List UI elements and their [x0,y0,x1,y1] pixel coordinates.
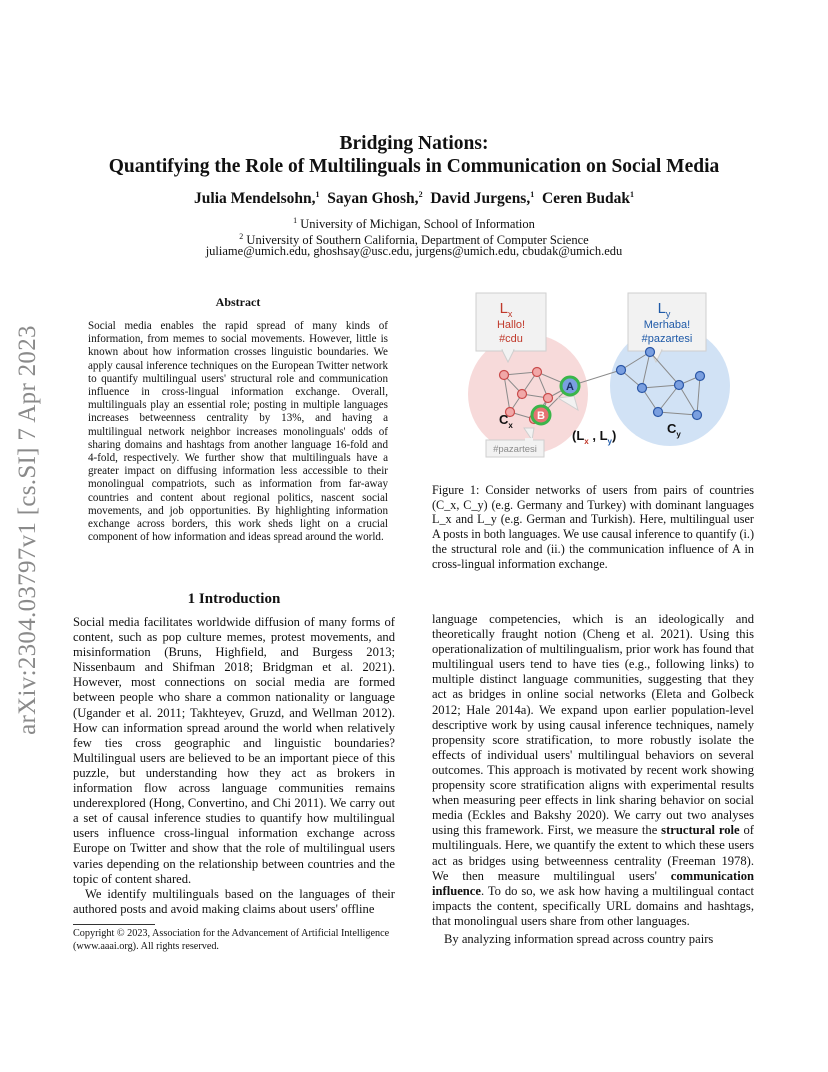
right-column-body [432,612,754,947]
intro-paragraph-continued [432,612,754,929]
footnote-rule [73,924,155,925]
arxiv-identifier: arXiv:2304.03797v1 [cs.SI] 7 Apr 2023 [14,325,41,735]
author-list [0,190,828,208]
ly-greeting: Merhaba! [643,319,691,331]
cx-label: $C_x$ [499,412,513,430]
paper-title-line1: Bridging Nations: [339,133,489,154]
body-text: . To do so, we ask how having a multilingual contact impacts the content, specifically URL domains and hashtags, that monolingual users share from other languages. [432,883,754,928]
svg-text:#pazartesi: #pazartesi [493,444,537,455]
lx-greeting: Hallo! [496,319,526,331]
author-affiliation-mark: 1 [530,190,535,199]
lx-label: $L_x$ [499,300,513,319]
author-affiliation-mark: 1 [629,190,634,199]
paper-title-line2: Quantifying the Role of Multilinguals in Communication on Social Media [108,156,720,177]
abstract-text: Social media enables the rapid spread of many kinds of information, from memes to social movements. However, little is known about how information crosses linguistic boundaries. We apply causal inference techniques on the European Twitter network to quantify multilingual users' structural role and communication influence in cross-lingual information exchange. Overall, multilinguals play an essential role; posting in multiple languages increases betweenness centrality by 13%, and having a multilingual network neighbor increases monolinguals' odds of sharing domains and hashtags from another language 16-fold and 4-fold, respectively. We further show that multilinguals have a greater impact on diffusing information less accessible to their monolingual compatriots, such as information from far-away countries and content about regional politics, nascent social movements, and job opportunities. By highlighting information exchange across borders, this work sheds light on a crucial component of how information and ideas spread around the world. [88,320,388,544]
author-name: David Jurgens, [430,190,531,208]
node-a-multilingual [561,377,579,395]
affiliation-number: 2 [239,232,244,241]
intro-paragraph-2: We identify multilinguals based on the languages of their authored posts and avoid making claims about users' offline [73,886,395,916]
ly-label: $L_y$ [657,300,671,319]
body-text: language competencies, which is an ideologically and theoretically fraught notion (Cheng et al. 2021). Using this operationalization of multilingualism, prior work has found that multilingual users tend to have ties (e.g., following links) to multiple distinct language communities, suggesting that they act as bridges in online social networks (Eleta and Golbeck 2012; Hale 2014a). We expand upon earlier population-level descriptive work by using causal inference techniques, namely propensity score stratification, to more robustly isolate the effects of individual users' multilingual behaviors on several outcomes. This approach is motivated by recent work showing propensity score stratification aligns with experimental results when measuring peer effects in link sharing behavior on social media (Eckles and Bakshy 2020). We carry out two analyses using this framework. First, we measure the [432,612,754,838]
author-affiliation-mark: 1 [315,190,320,199]
author-name: Ceren Budak [541,190,630,208]
author-affiliation-mark: 2 [418,190,423,199]
emphasis-structural-role: structural role [661,823,740,838]
affiliation-number: 1 [293,216,298,225]
figure-1-network-diagram [462,288,730,474]
emphasis-communication-influence: communication influence [432,868,754,898]
svg-text:B: B [537,410,545,422]
body-text: of multilinguals. Here, we quantify the extent to which these users act as bridges using betweenness centrality (Freeman 1978). We then measure multilingual users' [432,823,754,883]
ly-hashtag: #pazartesi [641,333,693,345]
abstract-heading: Abstract [215,295,261,309]
section-heading-introduction: 1 Introduction [187,591,281,607]
intro-paragraph-3: By analyzing information spread across country pairs [444,931,714,946]
intro-paragraph-1: Social media facilitates worldwide diffusion of many forms of content, such as pop culture memes, protest movements, and misinformation (Bruns, Highfield, and Burgess 2013; Nissenbaum and Shifman 2018; Bridgman et al. 2021). However, most connections on social media are formed between people who share a common nationality or language (Ugander et al. 2011; Takhteyev, Gruzd, and Wellman 2012). How can information spread around the world when relatively few ties cross geographic and linguistic boundaries? Multilingual users are believed to be an important piece of this puzzle, but understanding how they act as brokers in information flow across language communities remains underexplored (Hong, Convertino, and Chi 2011). We carry out a set of causal inference studies to quantify how multilingual users influence cross-lingual information exchange across Europe on Twitter and show that the role of multilingual users varies depending on the relationship between countries and the topic of content shared. [73,615,395,886]
left-column-body [73,615,395,917]
node-b [532,406,550,424]
author-name: Sayan Ghosh, [327,190,419,208]
svg-text:A: A [566,381,574,393]
arxiv-sidebar [8,300,48,760]
figure-caption-text: Figure 1: Consider networks of users from pairs of countries (C_x, C_y) (e.g. Germany and Turkey) with dominant languages L_x and L_y (e.g. German and Turkish). Here, multilingual user A posts in both languages. We use causal inference to quantify (i.) the structural role and (ii.) the communication influence of A in cross-lingual information exchange. [432,483,755,571]
cy-label: $C_y$ [667,421,681,439]
affiliation-text: University of Michigan, School of Information [297,217,535,232]
author-emails: juliame@umich.edu, ghoshsay@usc.edu, jurgens@umich.edu, cbudak@umich.edu [205,244,623,258]
affiliation-text: University of Southern California, Department of Computer Science [243,233,589,248]
figure-1-caption [432,483,754,571]
copyright-footnote: Copyright © 2023, Association for the Advancement of Artificial Intelligence (www.aaai.org). All rights reserved. [73,928,390,952]
author-name: Julia Mendelsohn, [194,190,316,208]
lx-hashtag: #cdu [499,333,523,345]
language-pair-label: ($L_x$ , $L_y$) [572,428,617,446]
